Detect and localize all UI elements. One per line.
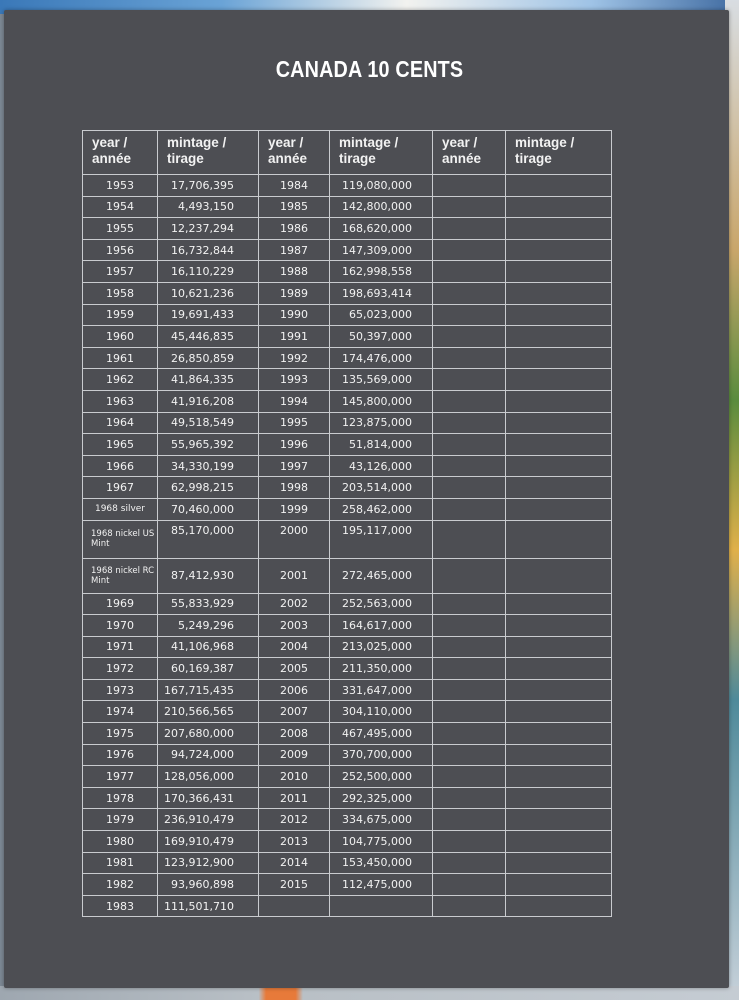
header-row [83,131,612,175]
year-cell: 1954 [83,196,158,218]
mintage-cell: 5,249,296 [158,615,259,637]
mintage-cell: 167,715,435 [158,679,259,701]
mintage-cell: 170,366,431 [158,787,259,809]
empty-cell [433,390,506,412]
mintage-cell: 236,910,479 [158,809,259,831]
mintage-cell: 119,080,000 [330,175,433,197]
year-cell: 1983 [83,895,158,917]
table-row [83,766,612,788]
table-row [83,261,612,283]
header-year-1: year / année [83,131,158,175]
year-cell [259,895,330,917]
mintage-cell: 16,110,229 [158,261,259,283]
year-cell: 1984 [259,175,330,197]
empty-cell [433,744,506,766]
year-cell: 2000 [259,520,330,558]
empty-cell [506,304,612,326]
mintage-cell: 17,706,395 [158,175,259,197]
year-cell: 1974 [83,701,158,723]
mintage-cell: 94,724,000 [158,744,259,766]
empty-cell [433,874,506,896]
year-cell: 1998 [259,477,330,499]
year-cell: 2002 [259,593,330,615]
empty-cell [506,723,612,745]
table-row [83,895,612,917]
mintage-cell: 169,910,479 [158,831,259,853]
year-cell: 1994 [259,390,330,412]
mintage-cell: 142,800,000 [330,196,433,218]
empty-cell [506,175,612,197]
mintage-cell: 211,350,000 [330,658,433,680]
year-cell: 1985 [259,196,330,218]
mintage-cell: 210,566,565 [158,701,259,723]
year-cell: 2013 [259,831,330,853]
empty-cell [433,701,506,723]
year-cell: 1973 [83,679,158,701]
empty-cell [433,723,506,745]
year-cell: 2011 [259,787,330,809]
year-cell: 1978 [83,787,158,809]
empty-cell [506,787,612,809]
empty-cell [433,412,506,434]
table-row [83,787,612,809]
empty-cell [506,239,612,261]
table-row [83,434,612,456]
mintage-cell: 104,775,000 [330,831,433,853]
year-cell: 1989 [259,282,330,304]
mintage-cell: 164,617,000 [330,615,433,637]
table-row [83,455,612,477]
mintage-cell: 467,495,000 [330,723,433,745]
mintage-cell: 87,412,930 [158,558,259,593]
year-cell: 1969 [83,593,158,615]
mintage-cell: 147,309,000 [330,239,433,261]
empty-cell [506,520,612,558]
year-cell: 1982 [83,874,158,896]
year-cell: 2010 [259,766,330,788]
table-row [83,852,612,874]
year-cell: 1972 [83,658,158,680]
empty-cell [433,239,506,261]
year-cell: 2009 [259,744,330,766]
empty-cell [433,326,506,348]
empty-cell [506,261,612,283]
empty-cell [433,520,506,558]
empty-cell [506,347,612,369]
empty-cell [506,477,612,499]
mintage-cell: 198,693,414 [330,282,433,304]
table-row [83,520,612,558]
table-row [83,326,612,348]
mintage-cell: 70,460,000 [158,498,259,520]
year-cell: 1962 [83,369,158,391]
header-mintage-1: mintage / tirage [158,131,259,175]
mintage-cell: 128,056,000 [158,766,259,788]
year-cell: 1975 [83,723,158,745]
table-row [83,218,612,240]
table-row [83,175,612,197]
empty-cell [433,498,506,520]
empty-cell [506,701,612,723]
table-row [83,477,612,499]
empty-cell [433,304,506,326]
table-row [83,498,612,520]
page-title: CANADA 10 CENTS [275,56,464,82]
mintage-cell: 213,025,000 [330,636,433,658]
mintage-cell: 19,691,433 [158,304,259,326]
empty-cell [506,218,612,240]
year-cell: 2004 [259,636,330,658]
header-year-2: year / année [259,131,330,175]
table-row [83,723,612,745]
empty-cell [506,369,612,391]
empty-cell [506,831,612,853]
empty-cell [433,852,506,874]
empty-cell [506,593,612,615]
empty-cell [433,218,506,240]
table-row [83,239,612,261]
empty-cell [433,369,506,391]
table-row [83,282,612,304]
empty-cell [506,412,612,434]
year-cell: 1961 [83,347,158,369]
empty-cell [433,434,506,456]
mintage-cell: 168,620,000 [330,218,433,240]
table-row [83,304,612,326]
empty-cell [433,679,506,701]
empty-cell [506,679,612,701]
year-cell: 1996 [259,434,330,456]
empty-cell [433,658,506,680]
table-body [83,175,612,917]
year-cell: 1966 [83,455,158,477]
empty-cell [433,347,506,369]
year-cell: 1977 [83,766,158,788]
mintage-cell: 258,462,000 [330,498,433,520]
year-cell: 1965 [83,434,158,456]
mintage-cell: 272,465,000 [330,558,433,593]
header-mintage-3: mintage / tirage [506,131,612,175]
year-cell: 1991 [259,326,330,348]
year-cell: 1953 [83,175,158,197]
mintage-cell: 153,450,000 [330,852,433,874]
mintage-cell: 331,647,000 [330,679,433,701]
year-cell: 1963 [83,390,158,412]
empty-cell [506,196,612,218]
empty-cell [433,809,506,831]
year-cell: 1960 [83,326,158,348]
header-mintage-2: mintage / tirage [330,131,433,175]
empty-cell [433,593,506,615]
year-cell: 1968 silver [83,498,158,520]
empty-cell [433,766,506,788]
mintage-cell: 252,563,000 [330,593,433,615]
empty-cell [433,282,506,304]
year-cell: 1997 [259,455,330,477]
mintage-cell: 207,680,000 [158,723,259,745]
empty-cell [433,636,506,658]
table-row [83,831,612,853]
empty-cell [433,615,506,637]
year-cell: 1992 [259,347,330,369]
mintage-cell: 55,833,929 [158,593,259,615]
mintage-cell: 41,864,335 [158,369,259,391]
empty-cell [506,558,612,593]
empty-cell [506,766,612,788]
mintage-cell: 62,998,215 [158,477,259,499]
empty-cell [506,744,612,766]
mintage-cell: 50,397,000 [330,326,433,348]
empty-cell [506,282,612,304]
table-row [83,615,612,637]
year-cell: 1958 [83,282,158,304]
table-row [83,412,612,434]
mintage-cell: 26,850,859 [158,347,259,369]
mintage-cell: 10,621,236 [158,282,259,304]
mintage-cell: 292,325,000 [330,787,433,809]
mintage-cell: 12,237,294 [158,218,259,240]
year-cell: 2015 [259,874,330,896]
year-cell: 1995 [259,412,330,434]
year-cell: 1999 [259,498,330,520]
mintage-cell: 16,732,844 [158,239,259,261]
mintage-cell: 162,998,558 [330,261,433,283]
year-cell: 1968 nickel RC Mint [83,558,158,593]
mintage-table [82,130,612,917]
mintage-cell: 41,916,208 [158,390,259,412]
year-cell: 1987 [259,239,330,261]
year-cell: 1959 [83,304,158,326]
year-cell: 1979 [83,809,158,831]
mintage-cell: 304,110,000 [330,701,433,723]
mintage-cell: 60,169,387 [158,658,259,680]
scan-edge-bottom [0,986,739,1000]
year-cell: 1968 nickel US Mint [83,520,158,558]
year-cell: 2005 [259,658,330,680]
empty-cell [433,477,506,499]
empty-cell [506,326,612,348]
empty-cell [433,261,506,283]
mintage-cell: 34,330,199 [158,455,259,477]
empty-cell [506,852,612,874]
empty-cell [433,455,506,477]
year-cell: 1990 [259,304,330,326]
year-cell: 1976 [83,744,158,766]
table-row [83,369,612,391]
mintage-cell: 43,126,000 [330,455,433,477]
empty-cell [506,636,612,658]
year-cell: 2007 [259,701,330,723]
mintage-cell: 51,814,000 [330,434,433,456]
mintage-cell: 370,700,000 [330,744,433,766]
year-cell: 2006 [259,679,330,701]
mintage-cell: 65,023,000 [330,304,433,326]
empty-cell [506,455,612,477]
mintage-cell: 4,493,150 [158,196,259,218]
mintage-cell: 334,675,000 [330,809,433,831]
table-row [83,701,612,723]
mintage-cell: 174,476,000 [330,347,433,369]
mintage-cell: 49,518,549 [158,412,259,434]
table-row [83,658,612,680]
empty-cell [433,895,506,917]
mintage-cell: 135,569,000 [330,369,433,391]
year-cell: 1967 [83,477,158,499]
table-row [83,809,612,831]
empty-cell [506,658,612,680]
mintage-cell: 85,170,000 [158,520,259,558]
empty-cell [506,895,612,917]
table-row [83,593,612,615]
mintage-cell: 41,106,968 [158,636,259,658]
year-cell: 1956 [83,239,158,261]
year-cell: 2014 [259,852,330,874]
year-cell: 1988 [259,261,330,283]
year-cell: 1980 [83,831,158,853]
mintage-cell: 55,965,392 [158,434,259,456]
mintage-cell: 203,514,000 [330,477,433,499]
year-cell: 2001 [259,558,330,593]
table-row [83,347,612,369]
mintage-cell: 93,960,898 [158,874,259,896]
year-cell: 2008 [259,723,330,745]
empty-cell [506,874,612,896]
year-cell: 1981 [83,852,158,874]
table-row [83,874,612,896]
mintage-cell: 195,117,000 [330,520,433,558]
empty-cell [433,196,506,218]
year-cell: 1964 [83,412,158,434]
mintage-cell: 112,475,000 [330,874,433,896]
header-year-3: year / année [433,131,506,175]
table-row [83,558,612,593]
empty-cell [433,175,506,197]
table-row [83,390,612,412]
empty-cell [506,615,612,637]
empty-cell [433,558,506,593]
mintage-cell: 252,500,000 [330,766,433,788]
table-row [83,744,612,766]
table-row [83,679,612,701]
year-cell: 1955 [83,218,158,240]
year-cell: 2012 [259,809,330,831]
year-cell: 2003 [259,615,330,637]
year-cell: 1957 [83,261,158,283]
mintage-cell: 111,501,710 [158,895,259,917]
table-row [83,196,612,218]
empty-cell [433,787,506,809]
year-cell: 1993 [259,369,330,391]
year-cell: 1986 [259,218,330,240]
mintage-cell: 123,875,000 [330,412,433,434]
year-cell: 1970 [83,615,158,637]
empty-cell [433,831,506,853]
empty-cell [506,498,612,520]
mintage-cell: 45,446,835 [158,326,259,348]
table-row [83,636,612,658]
mintage-cell: 145,800,000 [330,390,433,412]
mintage-cell: 123,912,900 [158,852,259,874]
empty-cell [506,434,612,456]
mintage-cell [330,895,433,917]
empty-cell [506,809,612,831]
year-cell: 1971 [83,636,158,658]
empty-cell [506,390,612,412]
